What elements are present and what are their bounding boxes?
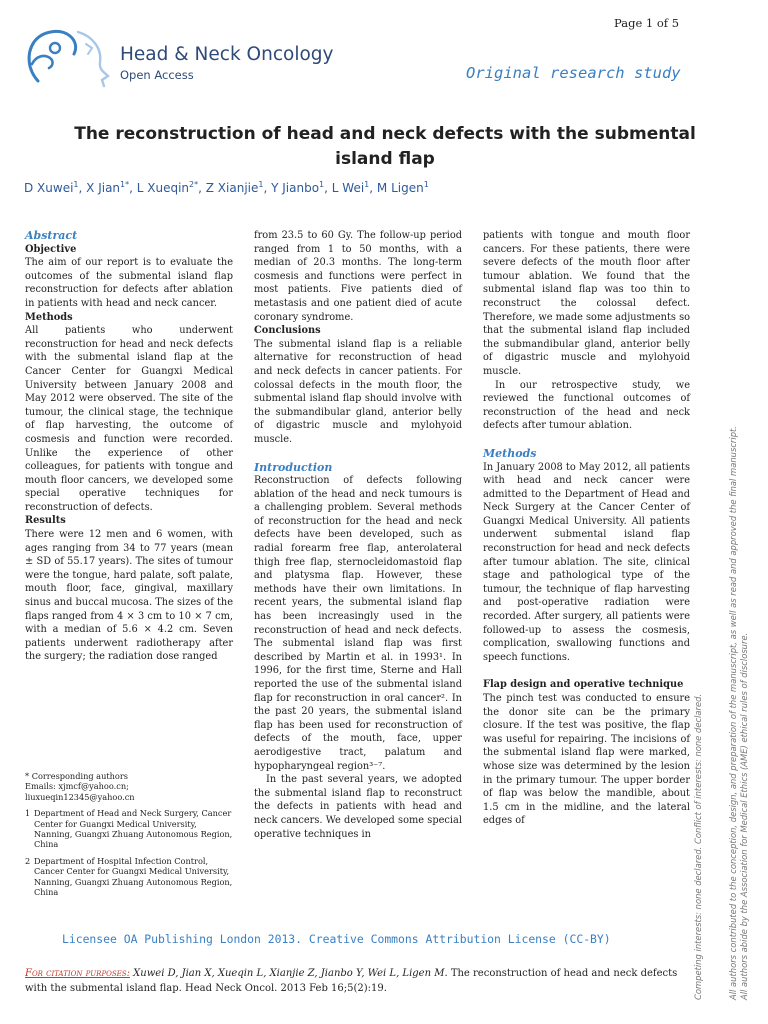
journal-logo [22, 26, 362, 88]
results-heading: Results [25, 515, 66, 527]
author-affiliation-marker: 1* [120, 180, 130, 189]
head-profile-icon [22, 26, 118, 88]
author-name[interactable]: D Xuwei [24, 181, 74, 195]
competing-interests-text: Competing interests: none declared. Conflict of interests: none declared. [693, 693, 703, 1000]
journal-subtitle: Open Access [120, 68, 194, 82]
corresponding-authors-note: * Corresponding authors [25, 771, 128, 781]
page-number: Page 1 of 5 [614, 16, 680, 30]
author-name[interactable]: Z Xianjie [205, 181, 259, 195]
abstract-methods-text: All patients who underwent reconstruction for head and neck defects with the submental island flap at the Cancer Center for Guangxi Medical University between January 2008 and May 2012 were observed. The site of the tumour, the clinical stage, the technique of flap harvesting, the outcome of cosmesis and function were recorded. Unlike the experience of other colleagues, for patients with tongue and mouth floor cancers, we developed some special operative techniques for reconstruction of defects. [25, 325, 233, 513]
journal-name: Head & Neck Oncology [120, 44, 334, 65]
author-name[interactable]: L Xueqin [136, 181, 190, 195]
introduction-paragraph: In our retrospective study, we reviewed the functional outcomes of reconstruction of the head and neck defects after tumour ablation. [483, 379, 690, 432]
objective-text: The aim of our report is to evaluate the outcomes of the submental island flap reconstruction for defects after ablation in patients with head and neck cancer. [25, 257, 233, 309]
conclusions-text: The submental island flap is a reliable alternative for reconstruction of head and neck defects in cancer patients. For colossal defects in the mouth floor, the submental island flap should involve with the submandibular gland, anterior belly of digastric muscle and mylohyoid muscle. [254, 338, 462, 445]
flap-design-text: The pinch test was conducted to ensure the donor site can be the primary closure. If the test was positive, the flap was useful for repairing. The incisions of the submental island flap were marked, whose size was determined by the lesion in the primary tumour. The upper border of flap was below the mandible, about 1.5 cm in the midline, and the lateral edges of [483, 693, 690, 827]
column-1 [25, 229, 233, 664]
author-name[interactable]: L Wei [331, 181, 365, 195]
abstract-heading: Abstract [25, 229, 78, 242]
competing-interests-sidebar [693, 680, 704, 1000]
author-affiliation-marker: 2* [189, 180, 199, 189]
citation-block [25, 966, 695, 996]
citation-label: For citation purposes: [25, 968, 130, 979]
conclusions-heading: Conclusions [254, 325, 321, 337]
abstract-methods-heading: Methods [25, 311, 73, 323]
article-title: The reconstruction of head and neck defects with the submental island flap [74, 124, 696, 169]
license-line[interactable]: Licensee OA Publishing London 2013. Creative Commons Attribution License (CC-BY) [62, 932, 611, 946]
introduction-continued-text: patients with tongue and mouth floor cancers. For these patients, there were severe defects of the mouth floor after tumour ablation. We found that the submental island flap was too thin to reconstruct the colossal defect. Therefore, we made some adjustments so that the submental island flap included the submandibular gland, anterior belly of digastric muscle and mylohyoid muscle. [483, 230, 690, 377]
affiliation-text: Department of Hospital Infection Control, Cancer Center for Guangxi Medical University, Nanning, Guangxi Zhuang Autonomous Region, China [34, 855, 233, 898]
affiliation-text: Department of Head and Neck Surgery, Cancer Center for Guangxi Medical University, Nanning, Guangxi Zhuang Autonomous Region, China [34, 808, 233, 850]
results-continued-text: from 23.5 to 60 Gy. The follow-up period ranged from 1 to 50 months, with a median of 20.3 months. The long-term cosmesis and functions were perfect in most patients. Five patients died of metastasis and one patient died of acute coronary syndrome. [254, 230, 462, 323]
corresponding-email[interactable]: liuxueqin12345@yahoo.cn [25, 791, 135, 802]
column-3 [483, 229, 690, 828]
affiliation-number: 1 [25, 808, 31, 819]
author-name[interactable]: X Jian [86, 181, 121, 195]
author-name[interactable]: Y Jianbo [271, 181, 320, 195]
column-2 [254, 229, 462, 841]
affiliation-1 [25, 808, 235, 850]
citation-reference: The reconstruction of head and neck defects with the submental island flap. Head Neck Oncol. 2013 Feb 16;5(2):19. [25, 968, 678, 994]
methods-text: In January 2008 to May 2012, all patients with head and neck cancer were admitted to the Department of Head and Neck Surgery at the Cancer Center of Guangxi Medical University. All patients underwent submental island flap reconstruction for head and neck defects after tumour ablation. The site, clinical stage and pathological type of the tumour, the technique of flap harvesting and post-operative radiation were recorded. After surgery, all patients were followed-up to assess the cosmesis, complication, swallowing functions and speech functions. [483, 461, 691, 663]
introduction-heading: Introduction [254, 460, 333, 474]
author-affiliation-marker: 1 [364, 180, 370, 189]
study-type-label: Original research study [466, 64, 681, 82]
author-contribution-sidebar [728, 320, 751, 1000]
affiliation-number: 2 [25, 855, 31, 866]
ethics-disclosure-text: All authors abide by the Association for Medical Ethics (AME) ethical rules of disclosure. [739, 632, 750, 1000]
objective-heading: Objective [25, 243, 77, 255]
author-affiliation-marker: 1 [258, 180, 264, 189]
affiliation-2 [25, 856, 235, 898]
author-name[interactable]: M Ligen [376, 181, 424, 195]
author-list: D Xuwei$^1$, X Jian$^{1*}$, L Xueqin$^{2*}$, Z Xianjie$^1$, Y Jianbo$^1$, L Wei$^1$, M Ligen$^1$ [24, 180, 429, 195]
author-notes [25, 771, 235, 897]
author-affiliation-marker: 1 [319, 180, 325, 189]
citation-authors: Xuwei D, Jian X, Xueqin L, Xianjie Z, Jianbo Y, Wei L, Ligen M. [133, 968, 448, 979]
methods-heading: Methods [483, 446, 537, 460]
corresponding-email[interactable]: Emails: xjmcf@yahoo.cn; [25, 781, 129, 792]
author-contribution-text: All authors contributed to the conception, design, and preparation of the manuscript, as well as read and approved the final manuscript. [728, 426, 738, 1000]
introduction-paragraph: In the past several years, we adopted the submental island flap to reconstruct the defects in patients with head and neck cancers. We developed some special operative techniques in [254, 774, 462, 840]
author-affiliation-marker: 1 [423, 180, 429, 189]
introduction-paragraph: Reconstruction of defects following ablation of the head and neck tumours is a challenging problem. Several methods of reconstruction for the head and neck defects have been developed, such as radial forearm free flap, anterolateral thigh free flap, sternocleidomastoid flap and platysma flap. However, these methods have their own limitations. In recent years, the submental island flap has been increasingly used in the reconstruction of head and neck defects. The submental island flap was first described by Martin et al. in 1993¹. In 1996, for the first time, Sterne and Hall reported the use of the submental island flap for reconstruction in oral cancer². In the past 20 years, the submental island flap has been used for reconstruction of defects of the mouth, face, upper aerodigestive tract, palatum and hypopharyngeal region³⁻⁷. [254, 475, 462, 772]
results-text: There were 12 men and 6 women, with ages ranging from 34 to 77 years (mean ± SD of 55.17 years). The sites of tumour were the tongue, hard palate, soft palate, mouth floor, face, gingival, maxillary sinus and buccal mucosa. The sizes of the flaps ranged from 4 × 3 cm to 10 × 7 cm, with a median of 5.6 × 4.2 cm. Seven patients underwent radiotherapy after the surgery; the radiation dose ranged [25, 529, 233, 663]
flap-design-heading: Flap design and operative technique [483, 679, 684, 691]
author-affiliation-marker: 1 [73, 180, 79, 189]
